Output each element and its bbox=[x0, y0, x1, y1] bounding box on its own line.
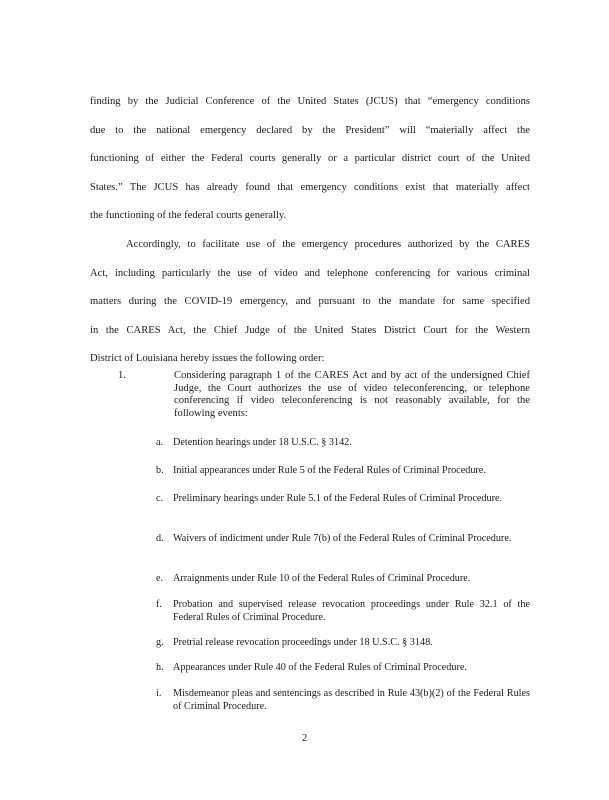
event-text: Waivers of indictment under Rule 7(b) of the Federal Rules of Criminal Procedure. bbox=[173, 533, 512, 544]
event-text: Preliminary hearings under Rule 5.1 of the Federal Rules of Criminal Procedure. bbox=[173, 493, 503, 504]
event-text: Arraignments under Rule 10 of the Federal Rules of Criminal Procedure. bbox=[173, 573, 471, 584]
event-letter: a. bbox=[156, 437, 164, 448]
event-text: Probation and supervised release revocation proceedings under Rule 32.1 of the Federal Rules of Criminal Procedure. bbox=[173, 599, 530, 623]
text-line: finding by the Judicial Conference of the United States (JCUS) that “emergency conditions bbox=[90, 96, 530, 107]
event-letter: h. bbox=[156, 662, 164, 673]
event-letter: c. bbox=[156, 493, 164, 504]
text-line: in the CARES Act, the Chief Judge of the United States District Court for the Western bbox=[90, 324, 530, 336]
event-letter: g. bbox=[156, 637, 164, 648]
event-letter: e. bbox=[156, 573, 164, 584]
text-line: the functioning of the federal courts generally. bbox=[90, 210, 287, 222]
event-letter: f. bbox=[156, 599, 162, 610]
text-line: functioning of either the Federal courts generally or a particular district court of the United bbox=[90, 153, 530, 165]
intro-paragraph bbox=[90, 88, 530, 231]
event-letter: d. bbox=[156, 533, 164, 544]
text-line: matters during the COVID-19 emergency, and pursuant to the mandate for same specified bbox=[90, 296, 530, 308]
text-line: Accordingly, to facilitate use of the emergency procedures authorized by the CARES bbox=[126, 239, 530, 250]
item-number: 1. bbox=[118, 370, 126, 381]
event-text: Pretrial release revocation proceedings under 18 U.S.C. § 3148. bbox=[173, 637, 433, 648]
event-letter: b. bbox=[156, 465, 164, 476]
event-text: Appearances under Rule 40 of the Federal Rules of Criminal Procedure. bbox=[173, 662, 467, 673]
text-line: due to the national emergency declared by the President” will “materially affect the bbox=[90, 124, 530, 136]
event-letter: i. bbox=[156, 688, 162, 699]
text-line: States.” The JCUS has already found that emergency conditions exist that materially affect bbox=[90, 181, 530, 193]
accordingly-paragraph bbox=[90, 231, 530, 374]
event-text: Initial appearances under Rule 5 of the Federal Rules of Criminal Procedure. bbox=[173, 465, 486, 476]
event-text: Misdemeanor pleas and sentencings as described in Rule 43(b)(2) of the Federal Rules of Criminal Procedure. bbox=[173, 688, 530, 712]
page-number: 2 bbox=[301, 733, 308, 744]
text-line: Act, including particularly the use of video and telephone conferencing for various criminal bbox=[90, 267, 530, 279]
text-line: District of Louisiana hereby issues the following order: bbox=[90, 353, 325, 365]
event-text: Detention hearings under 18 U.S.C. § 3142. bbox=[173, 437, 352, 448]
item-text: Considering paragraph 1 of the CARES Act and by act of the undersigned Chief Judge, the Court authorizes the use of video teleconferencing, or telephone conferencing if video teleconferencing is not reasonably available, for the following events: bbox=[174, 370, 530, 419]
